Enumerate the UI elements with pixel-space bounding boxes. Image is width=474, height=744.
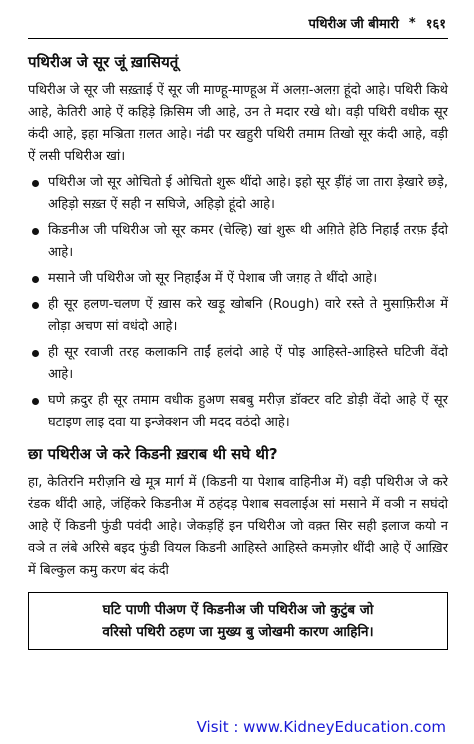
list-item [28, 390, 448, 434]
bullet-icon [32, 302, 39, 309]
callout-line-2: वरिसो पथिरी ठहण जा मुख्य बु जोखमी कारण आहिनि। [102, 624, 374, 640]
bullet-icon [32, 276, 39, 283]
header-title: पथिरीअ जी बीमारी [308, 17, 399, 32]
page-number: १६१ [425, 17, 446, 32]
bullet-icon [32, 350, 39, 357]
page-header [309, 14, 446, 32]
section1-paragraph: पथिरीअ जे सूर जी सख़्ताई ऐं सूर जी माण्हू-माण्हूअ में अलग़-अलग़ हूंदो आहे। पथिरी किथे आहे, केतिरी आहे ऐं कहिड़े क़िसिम जी आहे, उन ते मदार रखे थो। वड़ी पथिरी वधीक सूर कंदी आहे, इहा मञ्रिता ग़लत आहे। नंढी पर खहुरी पथिरी तमाम तिखो सूर कंदी आहे, वड़ी ऐं लसी पथिरीअ खां। [28, 83, 448, 164]
list-item-text: मसाने जी पथिरीअ जो सूर निहाईंअ में ऐं पेशाब जी जग़ह ते थींदो आहे। [48, 271, 378, 286]
list-item [28, 268, 448, 290]
list-item [28, 172, 448, 216]
list-item [28, 342, 448, 386]
section1-heading: पथिरीअ जे सूर जूं ख़ासियतूं [28, 53, 179, 71]
website-link[interactable]: Visit : www.KidneyEducation.com [196, 718, 446, 736]
list-item-text: ही सूर हलण-चलण ऐं ख़ास करे खड़ू खोबनि (Rough) वारे रस्ते ते मुसाफ़िरीअ में लोड़ा अचण सां वधंदो आहे। [48, 297, 448, 334]
symptom-list [28, 172, 448, 434]
header-separator: * [408, 15, 416, 31]
bullet-icon [32, 228, 39, 235]
bullet-icon [32, 398, 39, 405]
list-item [28, 294, 448, 338]
section2-heading: छा पथिरीअ जे करे किडनी ख़राब थी सघे थी? [28, 445, 278, 463]
page-content [28, 50, 448, 650]
header-rule [28, 38, 448, 39]
callout-box [28, 592, 448, 650]
list-item-text: ही सूर रवाजी तरह कलाकनि ताईं हलंदो आहे ऐं पोइ आहिस्ते-आहिस्ते घटिजी वेंदो आहे। [48, 345, 448, 382]
bullet-icon [32, 180, 39, 187]
list-item-text: किडनीअ जी पथिरीअ जो सूर कमर (चेल्हि) खां शुरू थी अग़िते हेठि निहाईं तरफ़ ईंदो आहे। [48, 223, 448, 260]
list-item-text: पथिरीअ जो सूर ओचितो ई ओचितो शुरू थींदो आहे। इहो सूर ड़ींहं जा तारा ड़ेखारे छड़े, अहिड़ो सख़्त ऐं सही न सघिजे, अहिड़ो हूंदो आहे। [48, 175, 448, 212]
list-item-text: घणे क़दुर ही सूर तमाम वधीक हुअण सबबु मरीज़ डॉक्टर वटि डोड़ी वेंदो आहे ऐं सूर घटाइण लाइ दवा या इन्जेक्शन जी मदद वठंदो आहे। [48, 393, 448, 430]
section2-paragraph: हा, केतिरनि मरीज़नि खे मूत्र मार्ग में (किडनी या पेशाब वाहिनीअ में) वड़ी पथिरीअ जे करे रंडक थींदी आहे, जंहिंकरे किडनीअ में ठहंदड़ पेशाब सवलाईअ सां मसाने में वञी न सघंदो आहे ऐं किडनी फुंडी पवंदी आहे। जेकड़हिं इन पथिरीअ जो वक़्त सिर सही इलाज कयो न वञे त लंबे अरिसे बइद फुंडी वियल किडनी आहिस्ते आहिस्ते कमज़ोर थींदी आहे ऐं आख़िर में बिल्कुल कमु करण बंद कंदी [28, 475, 448, 578]
callout-line-1: घटि पाणी पीअण ऐं किडनीअ जी पथिरीअ जो कुटुंब जो [102, 602, 374, 618]
list-item [28, 220, 448, 264]
